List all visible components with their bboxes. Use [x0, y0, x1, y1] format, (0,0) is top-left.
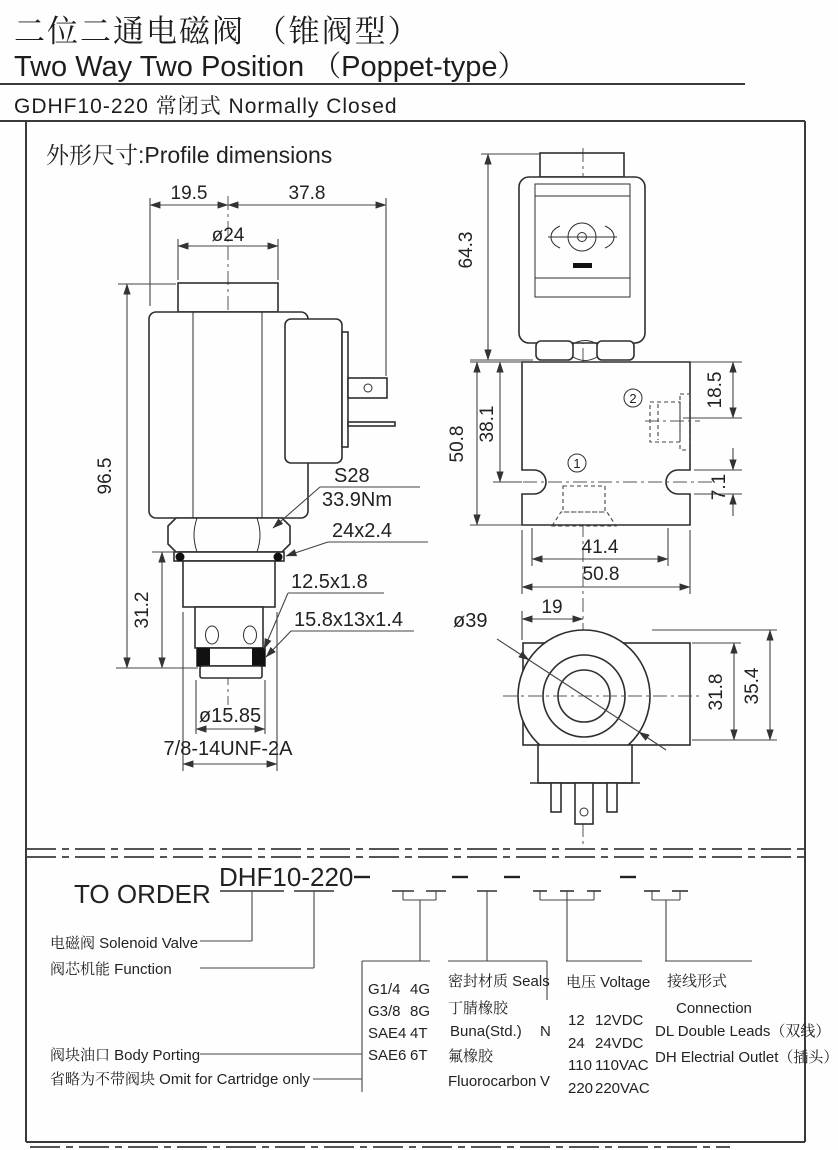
thread-callout: 7/8-14UNF-2A	[163, 738, 293, 760]
porting-size-3: SAE4	[368, 1025, 407, 1042]
din-connector-housing	[519, 177, 645, 343]
voltage-title: 电压 Voltage	[566, 974, 651, 991]
page-title-chinese: 二位二通电磁阀 （锥阀型）	[14, 14, 421, 49]
connection-title-cn: 接线形式	[667, 973, 728, 990]
seals-buna-en: Buna(Std.)	[450, 1023, 522, 1040]
valve-neck	[195, 607, 263, 648]
plug-connector	[538, 745, 632, 783]
connector-rail	[342, 332, 348, 447]
connector-block	[285, 319, 342, 463]
connection-title-en: Connection	[676, 1000, 752, 1017]
dim-64-3: 64.3	[456, 231, 477, 269]
dim-18-5: 18.5	[705, 371, 726, 409]
dim-7-1: 7.1	[709, 473, 730, 501]
coil-body	[149, 312, 308, 518]
model-subtitle: GDHF10-220 常闭式 Normally Closed	[14, 95, 398, 118]
plug-pin-center	[575, 783, 593, 824]
order-code: DHF10-220	[219, 862, 354, 892]
label-function: 阀芯机能 Function	[50, 961, 172, 978]
port-1-number: 1	[573, 456, 581, 471]
porting-options-table	[368, 981, 430, 1064]
connection-dh: DH Electrial Outlet（插头）	[655, 1049, 838, 1066]
porting-code-4: 6T	[410, 1047, 428, 1064]
plug-pin-left	[551, 783, 561, 812]
seals-buna-cn: 丁腈橡胶	[448, 1000, 509, 1017]
label-torque: 33.9Nm	[322, 489, 393, 511]
label-s28: S28	[334, 465, 370, 487]
dim-31-2: 31.2	[132, 591, 153, 629]
label-body-porting: 阀块油口 Body Porting	[50, 1047, 201, 1064]
to-order-title: TO ORDER	[74, 879, 211, 909]
dim-d39: ø39	[453, 610, 488, 632]
dim-15-8x13x1-4: 15.8x13x1.4	[294, 609, 403, 631]
oring-left	[176, 553, 185, 562]
hex-nut-left	[536, 341, 573, 360]
dim-d15-85: ø15.85	[198, 705, 262, 727]
dim-19-5: 19.5	[170, 183, 208, 204]
label-solenoid-valve: 电磁阀 Solenoid Valve	[50, 935, 199, 952]
seals-title: 密封材质 Seals	[448, 973, 550, 990]
voltage-value-4: 220VAC	[595, 1080, 650, 1097]
order-section	[26, 849, 838, 1097]
page-title-english: Two Way Two Position （Poppet-type）	[14, 51, 527, 83]
voltage-code-1: 12	[568, 1012, 585, 1029]
seals-column	[448, 973, 551, 1090]
ground-pin	[348, 422, 395, 426]
voltage-column	[566, 973, 650, 1097]
dim-50-8-bottom: 50.8	[582, 564, 620, 585]
porting-code-3: 4T	[410, 1025, 428, 1042]
dim-35-4: 35.4	[742, 667, 763, 705]
top-view-drawing	[503, 630, 702, 824]
dim-38-1: 38.1	[477, 405, 498, 443]
seals-fluoro-code: V	[540, 1073, 551, 1090]
valve-tip	[200, 666, 262, 678]
voltage-code-4: 220	[568, 1080, 594, 1097]
connection-dl: DL Double Leads（双线）	[655, 1023, 831, 1040]
dim-d24: ø24	[211, 225, 245, 246]
spade-terminal	[348, 378, 387, 398]
dim-19: 19	[541, 597, 563, 618]
knurled-cap-top	[540, 153, 624, 177]
port-2-number: 2	[629, 391, 637, 406]
dim-41-4: 41.4	[581, 537, 619, 558]
seals-fluoro-en: Fluorocarbon	[448, 1073, 537, 1090]
oring-right	[274, 553, 283, 562]
dim-37-8: 37.8	[288, 183, 326, 204]
profile-dimensions-title: 外形尺寸:Profile dimensions	[46, 142, 333, 168]
dim-12-5x1-8: 12.5x1.8	[291, 571, 368, 593]
dim-24x2-4: 24x2.4	[332, 520, 393, 542]
washer	[174, 552, 284, 561]
porting-size-1: G1/4	[368, 981, 401, 998]
manifold-block	[522, 362, 690, 525]
plug-pin-right	[607, 783, 617, 812]
dim-96-5: 96.5	[95, 457, 116, 495]
label-omit: 省略为不带阀块 Omit for Cartridge only	[50, 1071, 311, 1088]
porting-code-1: 4G	[410, 981, 431, 998]
hex-nut	[168, 518, 290, 552]
voltage-value-1: 12VDC	[595, 1012, 644, 1029]
seals-buna-code: N	[540, 1023, 551, 1040]
voltage-code-3: 110	[568, 1057, 592, 1074]
seals-fluoro-cn: 氟橡胶	[448, 1048, 494, 1065]
porting-code-2: 8G	[410, 1003, 431, 1020]
hex-nut-right	[597, 341, 634, 360]
porting-size-2: G3/8	[368, 1003, 401, 1020]
connection-column	[655, 973, 838, 1066]
voltage-value-3: 110VAC	[595, 1057, 649, 1074]
connector-slot	[573, 263, 592, 268]
dim-31-8: 31.8	[706, 673, 727, 711]
porting-size-4: SAE6	[368, 1047, 407, 1064]
voltage-value-2: 24VDC	[595, 1035, 644, 1052]
voltage-code-2: 24	[568, 1035, 585, 1052]
cartridge-thread	[183, 561, 275, 607]
dim-50-8-left: 50.8	[447, 425, 468, 463]
